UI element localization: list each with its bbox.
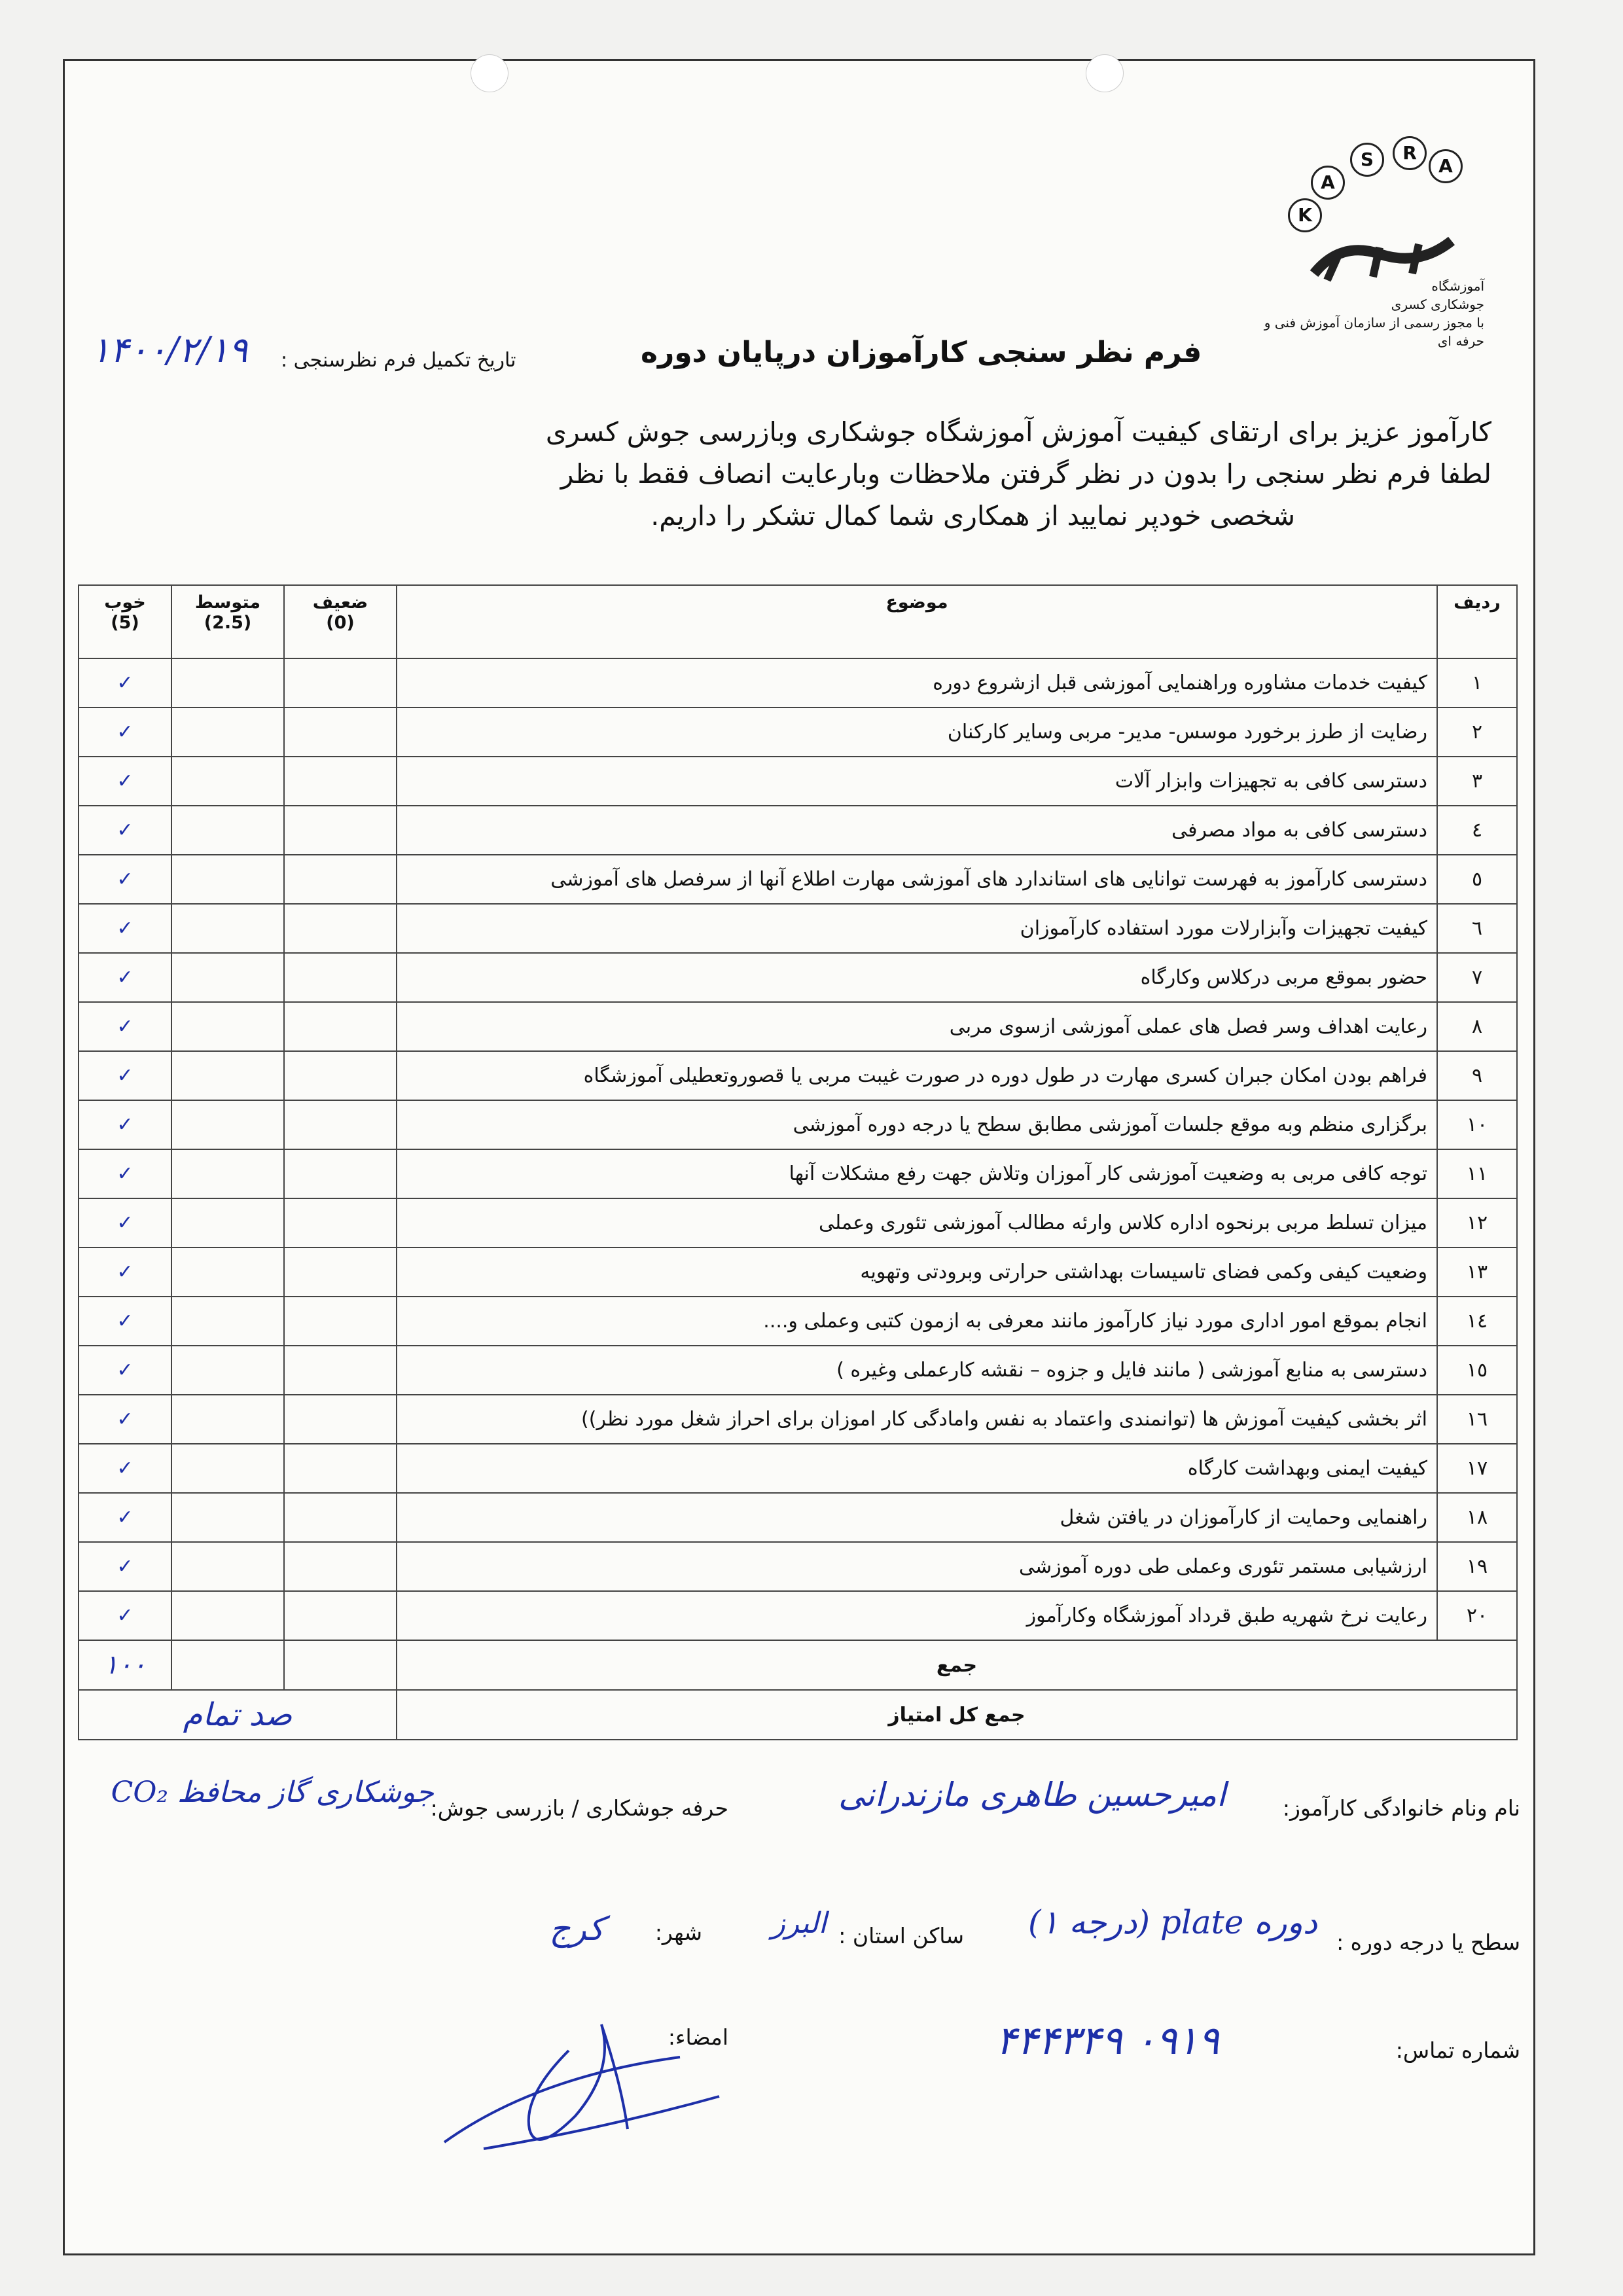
good-check-mark[interactable]: ✓ — [79, 1247, 171, 1297]
intro-line: کارآموز عزیز برای ارتقای کیفیت آموزش آموزشگاه جوشکاری وبازرسی جوش کسری — [545, 416, 1491, 448]
row-number: ۲۰ — [1437, 1591, 1517, 1640]
weak-cell[interactable] — [284, 1051, 397, 1100]
good-check-mark[interactable]: ✓ — [79, 806, 171, 855]
row-number: ۱۸ — [1437, 1493, 1517, 1542]
row-topic: فراهم بودن امکان جبران کسری مهارت در طول دوره در صورت غیبت مربی یا قصوروتعطیلی آموزشگاه — [397, 1051, 1437, 1100]
average-cell[interactable] — [171, 1002, 284, 1051]
header-weak — [284, 585, 397, 658]
trade-label: حرفه جوشکاری / بازرسی جوش: — [430, 1795, 728, 1821]
good-check-mark[interactable]: ✓ — [79, 1444, 171, 1493]
weak-cell[interactable] — [284, 1002, 397, 1051]
average-cell[interactable] — [171, 855, 284, 904]
level-label: سطح یا درجه دوره : — [1336, 1929, 1520, 1955]
good-check-mark[interactable]: ✓ — [79, 953, 171, 1002]
sum-weak-cell[interactable] — [284, 1640, 397, 1690]
row-number: ۱۰ — [1437, 1100, 1517, 1149]
header-weak-label: ضعیف — [312, 592, 368, 613]
city-value[interactable]: کرج — [549, 1910, 604, 1948]
sum-label: جمع — [397, 1640, 1517, 1690]
average-cell[interactable] — [171, 1493, 284, 1542]
row-topic: رعایت نرخ شهریه طبق قرداد آموزشگاه وکارآموز — [397, 1591, 1437, 1640]
weak-cell[interactable] — [284, 1297, 397, 1346]
weak-cell[interactable] — [284, 1444, 397, 1493]
header-average-label: متوسط — [194, 592, 261, 613]
weak-cell[interactable] — [284, 806, 397, 855]
sum-average-cell[interactable] — [171, 1640, 284, 1690]
weak-cell[interactable] — [284, 658, 397, 708]
row-topic: حضور بموقع مربی درکلاس وکارگاه — [397, 953, 1437, 1002]
row-number: ۳ — [1437, 757, 1517, 806]
intro-line: لطفا فرم نظر سنجی را بدون در نظر گرفتن ملاحظات وبارعایت انصاف فقط با نظر — [560, 458, 1491, 490]
weak-cell[interactable] — [284, 1149, 397, 1198]
average-cell[interactable] — [171, 1198, 284, 1247]
intro-line: شخصی خودپر نمایید از همکاری شما کمال تشکر را داریم. — [651, 500, 1295, 531]
row-number: ۱۱ — [1437, 1149, 1517, 1198]
row-number: ۱۲ — [1437, 1198, 1517, 1247]
row-topic: دسترسی کارآموز به فهرست توانایی های استاندارد های آموزشی مهارت اطلاع آنها از سرفصل های آموزشی — [397, 855, 1437, 904]
logo-letter: S — [1350, 143, 1384, 177]
intro-text — [143, 411, 1491, 537]
good-check-mark[interactable]: ✓ — [79, 1395, 171, 1444]
weak-cell[interactable] — [284, 1542, 397, 1591]
row-topic: دسترسی کافی به تجهیزات وابزار آلات — [397, 757, 1437, 806]
punch-hole — [471, 54, 508, 92]
header-row-number: ردیف — [1437, 585, 1517, 658]
phone-label: شماره تماس: — [1395, 2037, 1520, 2063]
good-check-mark[interactable]: ✓ — [79, 1198, 171, 1247]
good-check-mark[interactable]: ✓ — [79, 855, 171, 904]
average-cell[interactable] — [171, 1395, 284, 1444]
good-check-mark[interactable]: ✓ — [79, 757, 171, 806]
average-cell[interactable] — [171, 806, 284, 855]
average-cell[interactable] — [171, 1591, 284, 1640]
table-row — [79, 1395, 1517, 1444]
school-logo — [1242, 123, 1497, 349]
average-cell[interactable] — [171, 1346, 284, 1395]
total-label: جمع کل امتیاز — [397, 1690, 1517, 1740]
row-number: ۱٤ — [1437, 1297, 1517, 1346]
row-number: ۲ — [1437, 708, 1517, 757]
row-topic: توجه کافی مربی به وضعیت آموزشی کار آموزان وتلاش جهت رفع مشکلات آنها — [397, 1149, 1437, 1198]
trainee-name-label: نام ونام خانوادگی کارآموز: — [1282, 1795, 1520, 1821]
average-cell[interactable] — [171, 1100, 284, 1149]
good-check-mark[interactable]: ✓ — [79, 658, 171, 708]
average-cell[interactable] — [171, 953, 284, 1002]
good-check-mark[interactable]: ✓ — [79, 1051, 171, 1100]
row-number: ۱۳ — [1437, 1247, 1517, 1297]
row-topic: دسترسی به منابع آموزشی ( مانند فایل و جزوه – نقشه کارعملی وغیره ) — [397, 1346, 1437, 1395]
good-check-mark[interactable]: ✓ — [79, 1346, 171, 1395]
row-topic: وضعیت کیفی وکمی فضای تاسیسات بهداشتی حرارتی وبرودتی وتهویه — [397, 1247, 1437, 1297]
weak-cell[interactable] — [284, 708, 397, 757]
good-check-mark[interactable]: ✓ — [79, 1149, 171, 1198]
good-check-mark[interactable]: ✓ — [79, 1002, 171, 1051]
table-row — [79, 708, 1517, 757]
average-cell[interactable] — [171, 904, 284, 953]
table-row — [79, 1198, 1517, 1247]
signature-icon[interactable] — [405, 1998, 745, 2168]
signature-label: امضاء: — [668, 2024, 728, 2050]
row-topic: انجام بموقع امور اداری مورد نیاز کارآموز مانند معرفی به ازمون کتبی وعملی و.... — [397, 1297, 1437, 1346]
table-row — [79, 757, 1517, 806]
weak-cell[interactable] — [284, 855, 397, 904]
good-check-mark[interactable]: ✓ — [79, 1542, 171, 1591]
table-row — [79, 1493, 1517, 1542]
header-weak-score: (0) — [326, 613, 355, 633]
table-row — [79, 1591, 1517, 1640]
row-topic: برگزاری منظم وبه موقع جلسات آموزشی مطابق سطح یا درجه دوره آموزشی — [397, 1100, 1437, 1149]
average-cell[interactable] — [171, 1149, 284, 1198]
average-cell[interactable] — [171, 1542, 284, 1591]
province-label: ساکن استان : — [838, 1923, 964, 1948]
table-row — [79, 1542, 1517, 1591]
logo-mark-icon — [1301, 215, 1458, 287]
average-cell[interactable] — [171, 757, 284, 806]
table-row — [79, 1346, 1517, 1395]
table-row — [79, 1051, 1517, 1100]
row-number: ۸ — [1437, 1002, 1517, 1051]
survey-table — [78, 584, 1518, 1740]
weak-cell[interactable] — [284, 1247, 397, 1297]
row-topic: راهنمایی وحمایت از کارآموزان در یافتن شغل — [397, 1493, 1437, 1542]
header-average — [171, 585, 284, 658]
row-topic: دسترسی کافی به مواد مصرفی — [397, 806, 1437, 855]
table-row — [79, 658, 1517, 708]
punch-hole — [1086, 54, 1124, 92]
logo-subtitle-line: جوشکاری کسری — [1391, 296, 1484, 312]
row-topic: کیفیت ایمنی وبهداشت کارگاه — [397, 1444, 1437, 1493]
logo-subtitle — [1242, 277, 1484, 350]
form-title: فرم نظر سنجی کارآموزان درپایان دوره — [641, 336, 1202, 369]
table-row — [79, 1297, 1517, 1346]
weak-cell[interactable] — [284, 1346, 397, 1395]
logo-subtitle-line: با مجوز رسمی از سازمان آموزش فنی و حرفه ای — [1264, 315, 1484, 349]
row-topic: اثر بخشی کیفیت آموزش ها (توانمندی واعتماد به نفس وامادگی کار اموزان برای احراز شغل مورد نظر)) — [397, 1395, 1437, 1444]
table-row — [79, 953, 1517, 1002]
total-value[interactable]: صد تمام — [79, 1690, 397, 1740]
weak-cell[interactable] — [284, 904, 397, 953]
row-number: ۹ — [1437, 1051, 1517, 1100]
weak-cell[interactable] — [284, 1100, 397, 1149]
row-number: ٥ — [1437, 855, 1517, 904]
header-topic: موضوع — [397, 585, 1437, 658]
table-row — [79, 1100, 1517, 1149]
header-good — [79, 585, 171, 658]
row-topic: رعایت اهداف وسر فصل های عملی آموزشی ازسوی مربی — [397, 1002, 1437, 1051]
city-label: شهر: — [654, 1920, 702, 1945]
row-number: ٦ — [1437, 904, 1517, 953]
average-cell[interactable] — [171, 1247, 284, 1297]
row-topic: رضایت از طرز برخورد موسس- مدیر- مربی وسایر کارکنان — [397, 708, 1437, 757]
logo-letter: A — [1311, 166, 1345, 200]
good-check-mark[interactable]: ✓ — [79, 708, 171, 757]
form-sheet — [63, 59, 1535, 2255]
good-check-mark[interactable]: ✓ — [79, 1591, 171, 1640]
weak-cell[interactable] — [284, 1591, 397, 1640]
row-number: ۱۷ — [1437, 1444, 1517, 1493]
sum-value[interactable]: ۱۰۰ — [79, 1640, 171, 1690]
weak-cell[interactable] — [284, 757, 397, 806]
average-cell[interactable] — [171, 1297, 284, 1346]
row-topic: کیفیت خدمات مشاوره وراهنمایی آموزشی قبل ازشروع دوره — [397, 658, 1437, 708]
date-label: تاریخ تکمیل فرم نظرسنجی : — [281, 349, 516, 372]
logo-letter: R — [1393, 136, 1427, 170]
row-number: ۷ — [1437, 953, 1517, 1002]
logo-letter: K — [1288, 198, 1322, 232]
table-row — [79, 855, 1517, 904]
trade-value[interactable]: جوشکاری گاز محافظ CO₂ — [111, 1776, 434, 1809]
good-check-mark[interactable]: ✓ — [79, 1297, 171, 1346]
row-topic: ارزشیابی مستمر تئوری وعملی طی دوره آموزشی — [397, 1542, 1437, 1591]
average-cell[interactable] — [171, 1051, 284, 1100]
table-row — [79, 1002, 1517, 1051]
header-average-score: (2.5) — [204, 613, 252, 633]
phone-value[interactable]: ۰۹۱۹ ۴۴۴۳۴۹ — [995, 2018, 1219, 2064]
row-number: ۱۹ — [1437, 1542, 1517, 1591]
good-check-mark[interactable]: ✓ — [79, 904, 171, 953]
level-value[interactable]: دوره plate (درجه ۱) — [1028, 1903, 1317, 1941]
date-value[interactable]: ۱۴۰۰/۲/۱۹ — [91, 329, 248, 370]
row-number: ٤ — [1437, 806, 1517, 855]
header-good-label: خوب — [104, 592, 146, 613]
average-cell[interactable] — [171, 708, 284, 757]
table-row — [79, 1149, 1517, 1198]
row-number: ۱٥ — [1437, 1346, 1517, 1395]
header-good-score: (5) — [111, 613, 139, 633]
table-row — [79, 904, 1517, 953]
logo-subtitle-line: آموزشگاه — [1431, 278, 1484, 294]
trainee-name-value[interactable]: امیرحسین طاهری مازندرانی — [838, 1776, 1226, 1814]
table-row — [79, 1247, 1517, 1297]
weak-cell[interactable] — [284, 953, 397, 1002]
weak-cell[interactable] — [284, 1493, 397, 1542]
province-value[interactable]: البرز — [771, 1907, 827, 1940]
row-topic: کیفیت تجهیزات وآبزارلات مورد استفاده کارآموزان — [397, 904, 1437, 953]
table-row — [79, 806, 1517, 855]
good-check-mark[interactable]: ✓ — [79, 1100, 171, 1149]
good-check-mark[interactable]: ✓ — [79, 1493, 171, 1542]
weak-cell[interactable] — [284, 1198, 397, 1247]
average-cell[interactable] — [171, 1444, 284, 1493]
table-row — [79, 1444, 1517, 1493]
weak-cell[interactable] — [284, 1395, 397, 1444]
row-number: ۱٦ — [1437, 1395, 1517, 1444]
row-number: ۱ — [1437, 658, 1517, 708]
average-cell[interactable] — [171, 658, 284, 708]
logo-letter: A — [1429, 149, 1463, 183]
row-topic: میزان تسلط مربی برنحوه اداره کلاس وارئه مطالب آموزشی تئوری وعملی — [397, 1198, 1437, 1247]
